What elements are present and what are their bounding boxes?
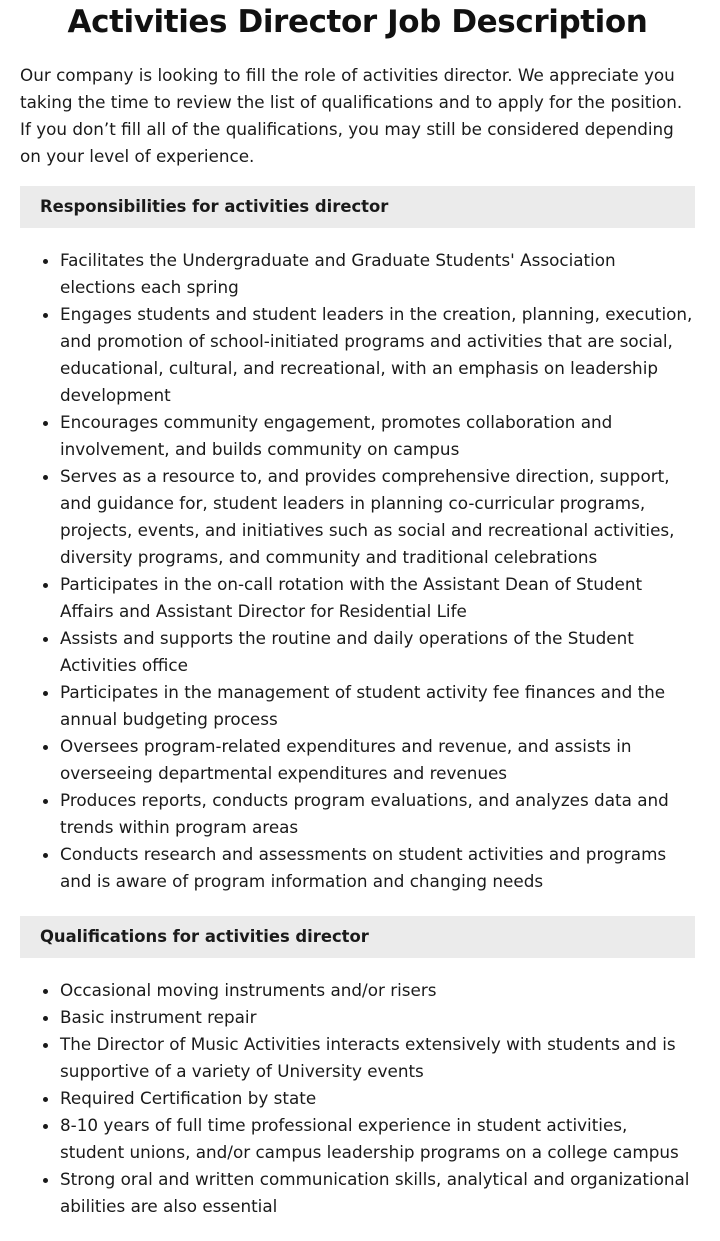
list-item: • Occasional moving instruments and/or risers (60, 977, 695, 1004)
list-item: • Encourages community engagement, promotes collaboration and involvement, and builds community on campus (60, 409, 695, 463)
list-item: • Participates in the on-call rotation with the Assistant Dean of Student Affairs and Assistant Director for Residential Life (60, 571, 695, 625)
list-item: • Participates in the management of student activity fee finances and the annual budgeting process (60, 679, 695, 733)
qualifications-list (20, 977, 695, 1220)
responsibilities-list (20, 247, 695, 895)
list-item: • Engages students and student leaders in the creation, planning, execution, and promotion of school-initiated programs and activities that are social, educational, cultural, and recreational, with an emphasis on leadership development (60, 301, 695, 409)
list-item: • The Director of Music Activities interacts extensively with students and is supportive of a variety of University events (60, 1031, 695, 1085)
list-item: • Produces reports, conducts program evaluations, and analyzes data and trends within program areas (60, 787, 695, 841)
intro-paragraph: Our company is looking to fill the role of activities director. We appreciate you taking the time to review the list of qualifications and to apply for the position. If you don’t fill all of the qualifications, you may still be considered depending on your level of experience. (20, 65, 683, 166)
list-item: • Serves as a resource to, and provides comprehensive direction, support, and guidance for, student leaders in planning co-curricular programs, projects, events, and initiatives such as social and recreational activities, diversity programs, and community and traditional celebrations (60, 463, 695, 571)
list-item: • Strong oral and written communication skills, analytical and organizational abilities are also essential (60, 1166, 695, 1220)
page-title: Activities Director Job Description (67, 4, 648, 40)
list-item: • Required Certification by state (60, 1085, 695, 1112)
list-item: • Conducts research and assessments on student activities and programs and is aware of program information and changing needs (60, 841, 695, 895)
list-item: • 8-10 years of full time professional experience in student activities, student unions, and/or campus leadership programs on a college campus (60, 1112, 695, 1166)
list-item: • Oversees program-related expenditures and revenue, and assists in overseeing departmental expenditures and revenues (60, 733, 695, 787)
list-item: • Assists and supports the routine and daily operations of the Student Activities office (60, 625, 695, 679)
list-item: • Basic instrument repair (60, 1004, 695, 1031)
responsibilities-heading: Responsibilities for activities director (20, 186, 695, 228)
list-item: • Facilitates the Undergraduate and Graduate Students' Association elections each spring (60, 247, 695, 301)
qualifications-heading: Qualifications for activities director (20, 916, 695, 958)
